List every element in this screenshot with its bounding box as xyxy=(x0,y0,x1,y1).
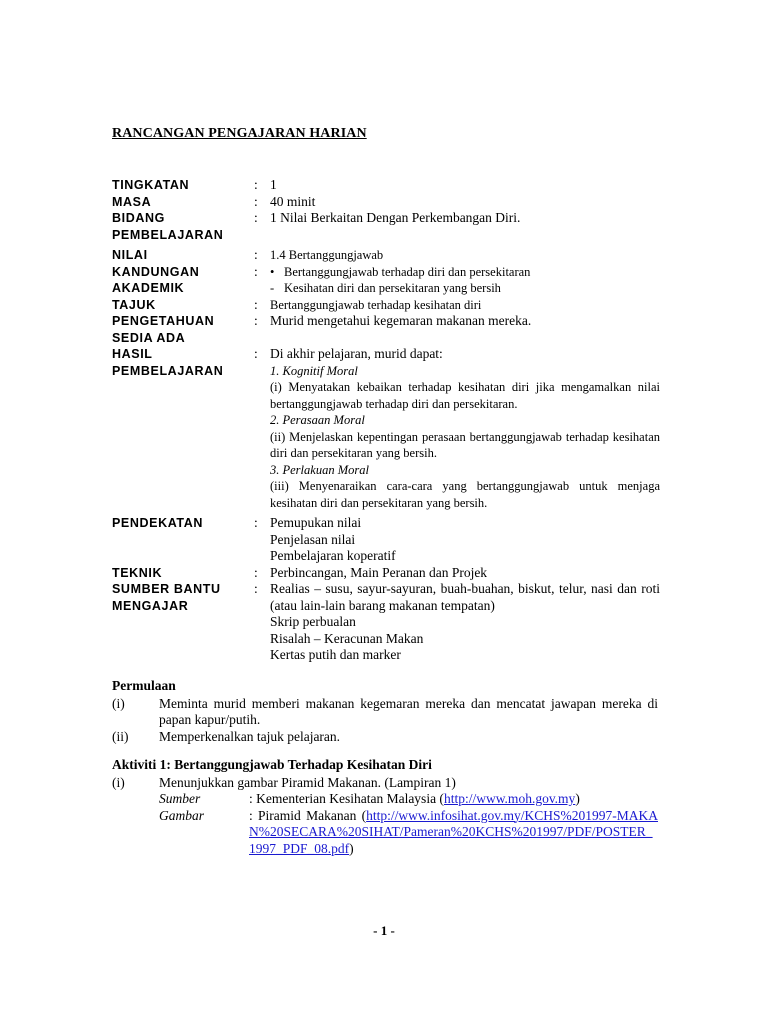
value-tajuk: Bertanggungjawab terhadap kesihatan diri xyxy=(270,297,482,312)
objective-text: (ii) Menjelaskan kepentingan perasaan bertanggungjawab terhadap kesihatan diri dan persekitaran yang bersih. xyxy=(270,429,660,460)
label-bidang: BIDANG PEMBELAJARAN xyxy=(112,211,224,242)
colon: : xyxy=(254,210,258,225)
colon: : xyxy=(254,247,258,262)
row-tingkatan xyxy=(112,177,660,194)
value-bidang: 1 Nilai Berkaitan Dengan Perkembangan Diri. xyxy=(270,210,521,225)
objective-text: (i) Menyatakan kebaikan terhadap kesihatan diri jika mengamalkan nilai bertanggungjawab terhadap diri dan persekitaran. xyxy=(270,380,660,411)
colon: : xyxy=(254,296,258,312)
value-pengetahuan: Murid mengetahui kegemaran makanan mereka. xyxy=(270,313,532,328)
list-item: (i) Menunjukkan gambar Piramid Makanan. (Lampiran 1) Sumber : Kementerian Kesihatan Malaysia (http://www.moh.gov.my) Gambar : Piramid Makanan (http://www.infosihat.gov.my/KCHS%201997-MAKAN%20SECARA%20SIHAT/Pameran%20KCHS%201997/PDF/POSTER_1997_PDF_08.pdf) xyxy=(112,774,658,856)
label-masa: MASA xyxy=(112,194,152,209)
objective-heading: 3. Perlakuan Moral xyxy=(270,462,369,477)
label-tajuk: TAJUK xyxy=(112,297,156,312)
label-nilai: NILAI xyxy=(112,248,148,262)
colon: : xyxy=(254,346,258,361)
row-tajuk xyxy=(112,297,660,314)
value-sumber: Realias – susu, sayur-sayuran, buah-buahan, biskut, telur, nasi dan roti (atau lain-lain barang makanan tempatan) Skrip perbualan Risalah – Keracunan Makan Kertas putih dan marker xyxy=(270,581,660,662)
dash-icon: - xyxy=(270,281,275,295)
page-title: RANCANGAN PENGAJARAN HARIAN xyxy=(112,126,367,141)
row-nilai xyxy=(112,247,660,264)
permulaan-section xyxy=(112,678,658,745)
list-item: - Kesihatan diri dan persekitaran yang bersih xyxy=(270,281,501,295)
label-pendekatan: PENDEKATAN xyxy=(112,516,203,530)
value-nilai: 1.4 Bertanggungjawab xyxy=(270,248,384,262)
label-hasil: HASIL PEMBELAJARAN xyxy=(112,347,224,378)
value-tingkatan: 1 xyxy=(270,177,277,192)
label-sumber: SUMBER BANTU MENGAJAR xyxy=(112,582,221,613)
value-teknik: Perbincangan, Main Peranan dan Projek xyxy=(270,564,488,580)
value-kandungan xyxy=(270,264,660,297)
list-item: • Bertanggungjawab terhadap diri dan persekitaran xyxy=(270,264,531,279)
colon: : xyxy=(254,177,258,192)
row-masa xyxy=(112,194,660,211)
label-tingkatan: TINGKATAN xyxy=(112,178,190,192)
source-line: Sumber : Kementerian Kesihatan Malaysia (http://www.moh.gov.my) xyxy=(159,791,580,806)
moh-link[interactable]: http://www.moh.gov.my xyxy=(443,791,576,806)
row-bidang xyxy=(112,210,660,243)
label-teknik: TEKNIK xyxy=(112,565,163,580)
colon: : xyxy=(254,564,258,580)
objective-text: (iii) Menyenaraikan cara-cara yang bertanggungjawab untuk menjaga kesihatan diri dan persekitaran yang bersih. xyxy=(270,479,660,510)
page-number: - 1 - xyxy=(373,923,395,938)
row-sumber xyxy=(112,581,660,664)
aktiviti-section xyxy=(112,757,658,857)
section-title: Permulaan xyxy=(112,678,176,693)
objective-heading: 2. Perasaan Moral xyxy=(270,413,365,427)
lesson-info-table xyxy=(112,177,660,664)
colon: : xyxy=(254,263,258,279)
value-hasil: Di akhir pelajaran, murid dapat: 1. Kognitif Moral (i) Menyatakan kebaikan terhadap kesihatan diri jika mengamalkan nilai bertanggungjawab terhadap diri dan persekitaran. 2. Perasaan Moral (ii) Menjelaskan kepentingan perasaan bertanggungjawab terhadap kesihatan diri dan persekitaran yang bersih. 3. Perlakuan Moral (iii) Menyenaraikan cara-cara yang bertanggungjawab untuk menjaga kesihatan diri dan persekitaran yang bersih. xyxy=(270,346,660,510)
row-pendekatan xyxy=(112,515,660,565)
colon: : xyxy=(254,581,258,596)
label-kandungan: KANDUNGAN AKADEMIK xyxy=(112,264,200,295)
list-item: (ii) Memperkenalkan tajuk pelajaran. xyxy=(112,728,341,744)
row-kandungan xyxy=(112,264,660,297)
section-title: Aktiviti 1: Bertanggungjawab Terhadap Kesihatan Diri xyxy=(112,757,432,772)
colon: : xyxy=(254,193,258,209)
value-pendekatan: Pemupukan nilai Penjelasan nilai Pembelajaran koperatif xyxy=(270,515,396,563)
bullet-icon: • xyxy=(270,264,275,279)
colon: : xyxy=(254,313,258,328)
image-source-line: Gambar : Piramid Makanan (http://www.infosihat.gov.my/KCHS%201997-MAKAN%20SECARA%20SIHAT/Pameran%20KCHS%201997/PDF/POSTER_1997_PDF_08.pdf) xyxy=(159,807,658,856)
poster-pdf-link[interactable]: http://www.infosihat.gov.my/KCHS%201997-MAKAN%20SECARA%20SIHAT/Pameran%20KCHS%201997/PDF/POSTER_1997_PDF_08.pdf xyxy=(249,807,658,856)
value-masa: 40 minit xyxy=(270,193,316,209)
row-teknik xyxy=(112,565,660,582)
row-pengetahuan xyxy=(112,313,660,346)
row-hasil xyxy=(112,346,660,511)
colon: : xyxy=(254,515,258,530)
label-pengetahuan: PENGETAHUAN SEDIA ADA xyxy=(112,314,215,345)
list-item: (i) Meminta murid memberi makanan kegemaran mereka dan mencatat jawapan mereka di papan kapur/putih. xyxy=(112,695,658,727)
objective-heading: 1. Kognitif Moral xyxy=(270,363,358,378)
